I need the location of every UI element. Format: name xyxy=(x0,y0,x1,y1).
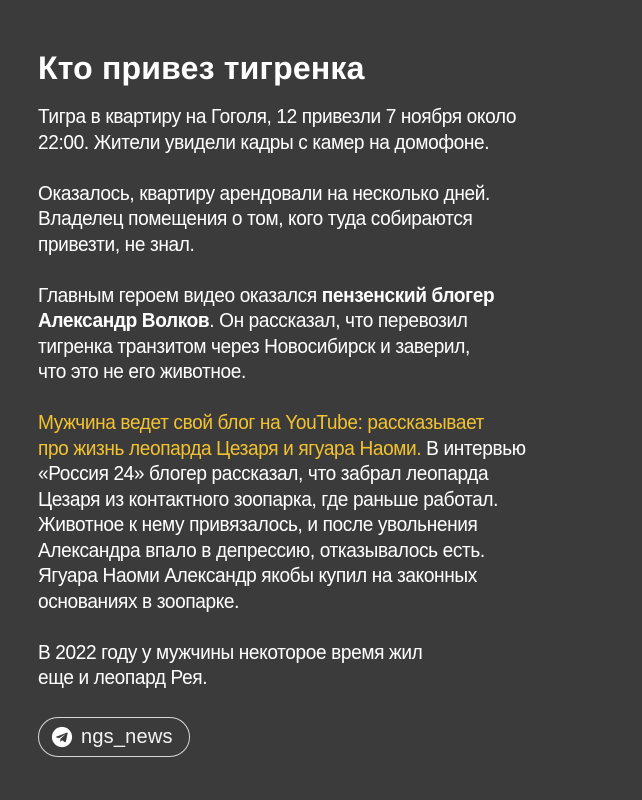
paragraph-3-start: Главным героем видео оказался xyxy=(38,283,322,307)
article-title: Кто привез тигренка xyxy=(38,50,365,86)
blogger-name: пензенский блогер Александр Волков xyxy=(38,283,495,332)
paragraph-2: Оказалось, квартиру арендовали на несколько дней. Владелец помещения о том, кого туда собираются привезти, не знал. xyxy=(38,181,490,256)
channel-name: ngs_news xyxy=(81,725,173,748)
channel-badge[interactable] xyxy=(38,717,190,757)
paragraph-4 xyxy=(38,410,570,614)
telegram-icon xyxy=(51,726,73,748)
highlighted-text: Мужчина ведет свой блог на YouTube: рассказывает про жизнь леопарда Цезаря и ягуара Наоми. xyxy=(38,411,485,460)
paragraph-3 xyxy=(38,283,570,385)
paragraph-5: В 2022 году у мужчины некоторое время жил еще и леопард Рея. xyxy=(38,640,423,689)
paragraph-4-rest: В интервью «Россия 24» блогер рассказал, что забрал леопарда Цезаря из контактного зоопарка, где раньше работал. Животное к нему привязалось, и после увольнения Александра впало в депрессию, отказывалось есть. Ягуара Наоми Александр якобы купил на законных основаниях в зоопарке. xyxy=(38,436,526,613)
article-body xyxy=(38,104,570,716)
paragraph-3-end: . Он рассказал, что перевозил тигренка транзитом через Новосибирск и заверил, что это не его животное. xyxy=(38,309,470,383)
paragraph-1: Тигра в квартиру на Гоголя, 12 привезли 7 ноября около 22:00. Жители увидели кадры с камер на домофоне. xyxy=(38,105,517,154)
